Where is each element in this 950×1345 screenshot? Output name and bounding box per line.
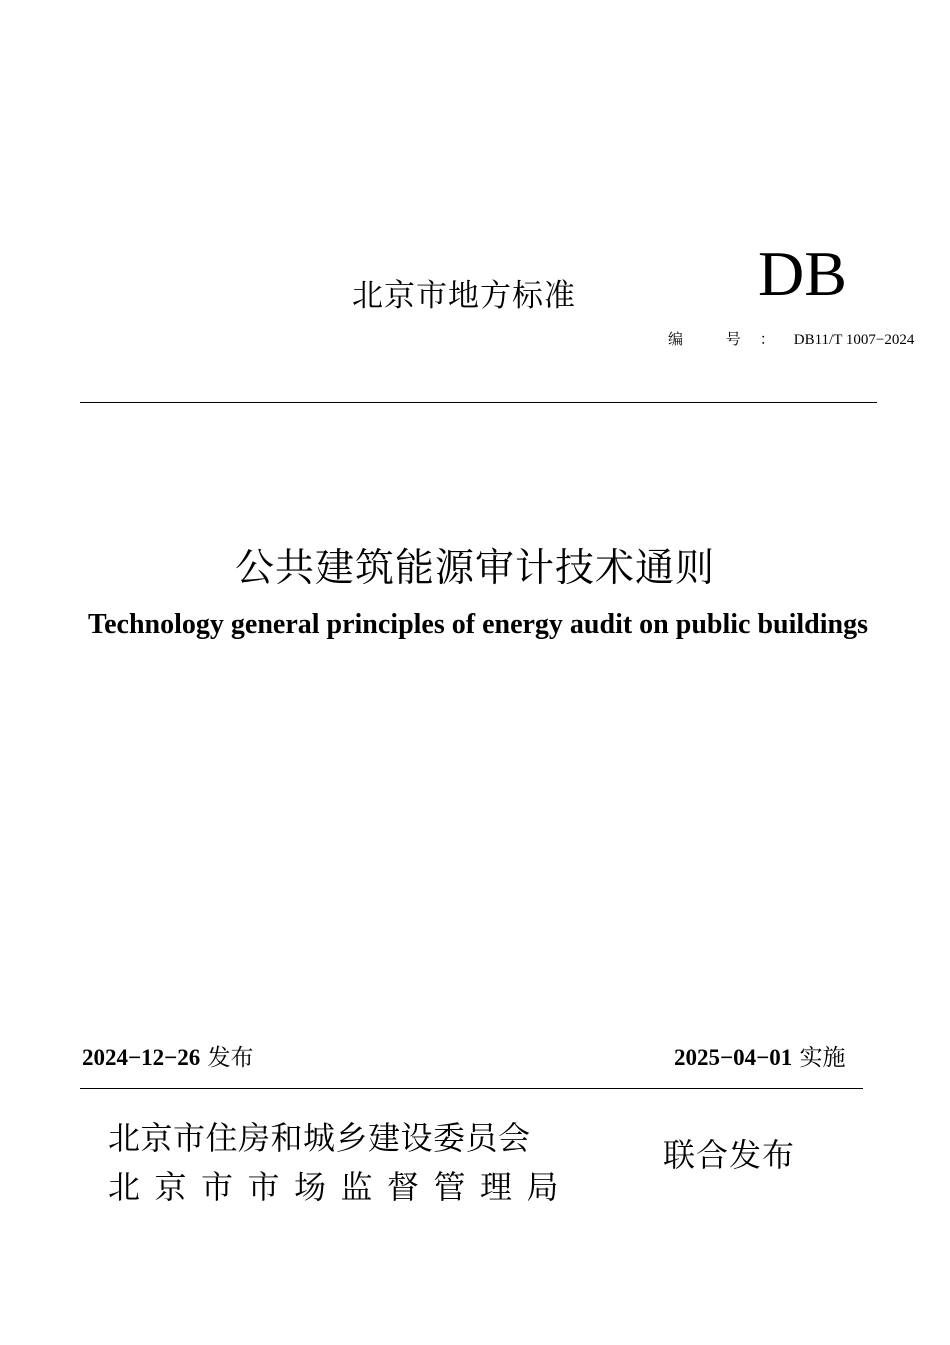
publish-label: 发布 — [207, 1045, 254, 1071]
publish-date: 2024−12−26 — [82, 1045, 201, 1070]
issuer-housing-commission: 北京市住房和城乡建设委员会 — [108, 1119, 531, 1157]
top-divider — [80, 402, 877, 403]
standard-number-line — [668, 328, 914, 349]
joint-release-label: 联合发布 — [663, 1136, 796, 1174]
standard-type-label: 北京市地方标准 — [352, 278, 576, 314]
title-english: Technology general principles of energy audit on public buildings — [88, 609, 868, 640]
publish-date-line — [82, 1039, 254, 1072]
bottom-divider — [80, 1088, 863, 1089]
db-mark: DB — [758, 238, 847, 309]
implement-label: 实施 — [799, 1045, 846, 1071]
implement-date: 2025−04−01 — [674, 1045, 793, 1070]
standard-number-label: 编 号： — [668, 330, 794, 348]
title-chinese: 公共建筑能源审计技术通则 — [234, 546, 715, 591]
implement-date-line — [674, 1039, 846, 1072]
standard-number: DB11/T 1007−2024 — [793, 332, 915, 348]
issuer-market-regulation: 北京市市场监督管理局 — [108, 1168, 574, 1206]
